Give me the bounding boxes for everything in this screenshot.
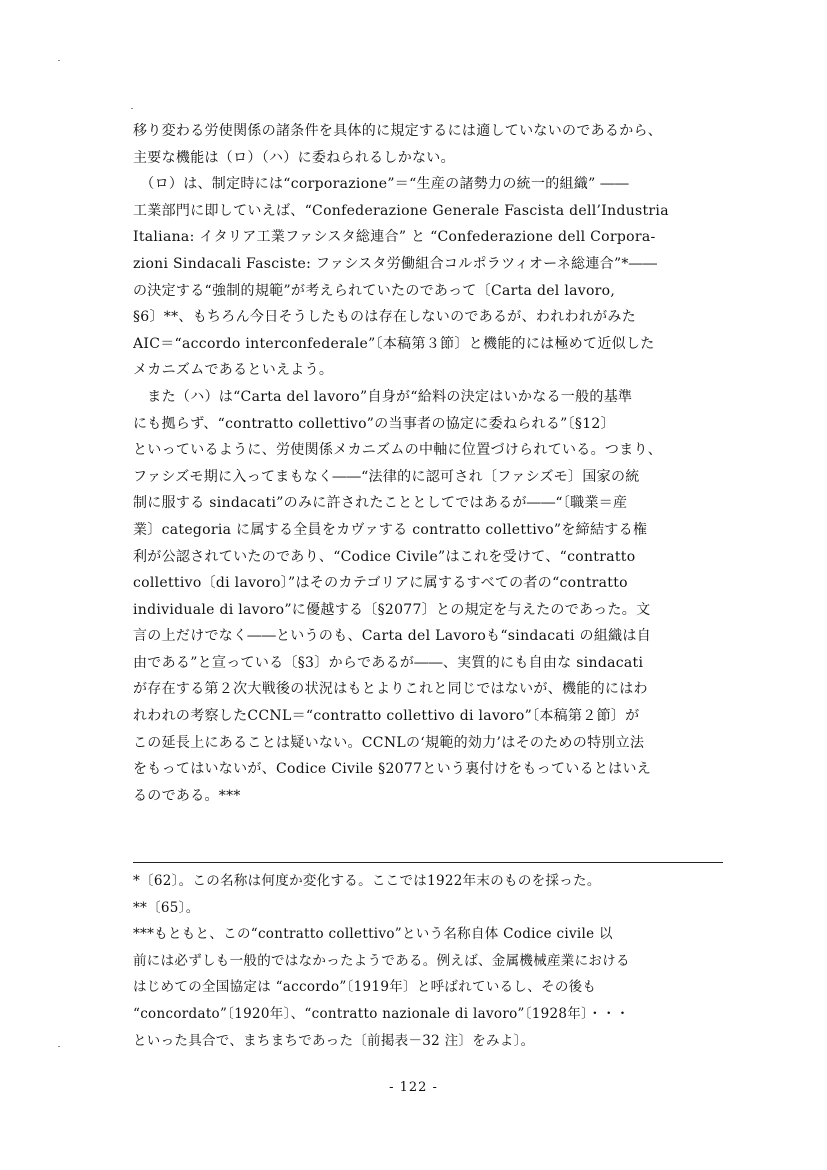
- body-text: [133, 118, 738, 809]
- page-number: - 122 -: [389, 1080, 438, 1095]
- footnote-line: 前には必ずしも一般的ではなかったようである。例えば、金属機械産業における: [133, 952, 630, 969]
- scan-speck: [131, 108, 133, 109]
- footnote-line: ***もともと、この“contratto collettivo”という名称自体 Codice civile 以: [133, 926, 613, 943]
- body-line: Italiana: イタリア工業ファシスタ総連合” と “Confederazione dell Corpora-: [133, 229, 656, 246]
- body-line: 工業部門に即していえば、“Confederazione Generale Fascista dell’Industria: [133, 202, 669, 219]
- body-line: 利が公認されていたのであり、“Codice Civile”はこれを受けて、“contratto: [133, 548, 636, 565]
- body-line: collettivo〔di lavoro〕”はそのカテゴリアに属するすべての者の“contratto: [133, 575, 628, 592]
- body-line: が存在する第２次大戦後の状況はもとよりこれと同じではないが、機能的にはわ: [133, 681, 648, 698]
- body-line: にも拠らず、“contratto collettivo”の当事者の協定に委ねられる”〔§12〕: [133, 415, 615, 432]
- footnote-divider: [133, 862, 723, 863]
- body-line: メカニズムであるといえよう。: [133, 362, 334, 379]
- footnote-line: “concordato”〔1920年〕、“contratto nazionale di lavoro”〔1928年〕・・・: [133, 1005, 630, 1022]
- body-line: （ロ）は、制定時には“corporazione”＝“生産の諸勢力の統一的組織” ――: [133, 176, 629, 193]
- body-line: 制に服する sindacati”のみに許されたこととしてではあるが――“〔職業＝産: [133, 495, 628, 512]
- scan-speck: [58, 1046, 60, 1047]
- body-line: zioni Sindacali Fasciste: ファシスタ労働組合コルポラツィオーネ総連合”*――: [133, 255, 658, 272]
- body-line: るのである。***: [133, 787, 241, 804]
- body-line: れわれの考察したCCNL＝“contratto collettivo di lavoro”〔本稿第２節〕が: [133, 708, 640, 725]
- body-line: ファシズモ期に入ってまもなく――“法律的に認可され〔ファシズモ〕国家の統: [133, 468, 640, 485]
- body-line: といっているように、労使関係メカニズムの中軸に位置づけられている。つまり、: [133, 442, 663, 459]
- body-line: の決定する“強制的規範”が考えられていたのであって〔Carta del lavoro,: [133, 282, 616, 299]
- body-line: をもってはいないが、Codice Civile §2077という裏付けをもっているとはいえ: [133, 761, 652, 778]
- body-line: また（ハ）は“Carta del lavoro”自身が“給料の決定はいかなる一般的基準: [133, 388, 633, 405]
- footnote-line: **〔65〕。: [133, 899, 200, 916]
- footnote-line: はじめての全国協定は “accordo”〔1919年〕と呼ばれているし、その後も: [133, 979, 597, 996]
- body-line: 言の上だけでなく――というのも、Carta del Lavoroも“sindacati の組織は自: [133, 628, 652, 645]
- scan-speck: [58, 60, 60, 61]
- footnote-line: *〔62〕。この名称は何度か変化する。ここでは1922年末のものを採った。: [133, 873, 601, 889]
- body-line: 主要な機能は（ロ）（ハ）に委ねられるしかない。: [133, 149, 455, 166]
- body-line: この延長上にあることは疑いない。CCNLの‘規範的効力’はそのための特別立法: [133, 734, 645, 751]
- body-line: 業〕categoria に属する全員をカヴァする contratto collettivo”を締結する権: [133, 521, 648, 538]
- body-line: 由である”と宣っている〔§3〕からであるが――、実質的にも自由な sindacati: [133, 654, 644, 671]
- footnotes: [133, 868, 733, 1054]
- body-line: individuale di lavoro”に優越する〔§2077〕との規定を与えたのであった。文: [133, 601, 651, 618]
- body-line: 移り変わる労使関係の諸条件を具体的に規定するには適していないのであるから、: [133, 123, 663, 139]
- footnote-line: といった具合で、まちまちであった〔前掲表－32 注〕をみよ〕。: [133, 1032, 535, 1049]
- body-line: §6〕**、もちろん今日そうしたものは存在しないのであるが、われわれがみた: [133, 309, 637, 326]
- body-line: AIC＝“accordo interconfederale”〔本稿第３節〕と機能的には極めて近似した: [133, 335, 655, 352]
